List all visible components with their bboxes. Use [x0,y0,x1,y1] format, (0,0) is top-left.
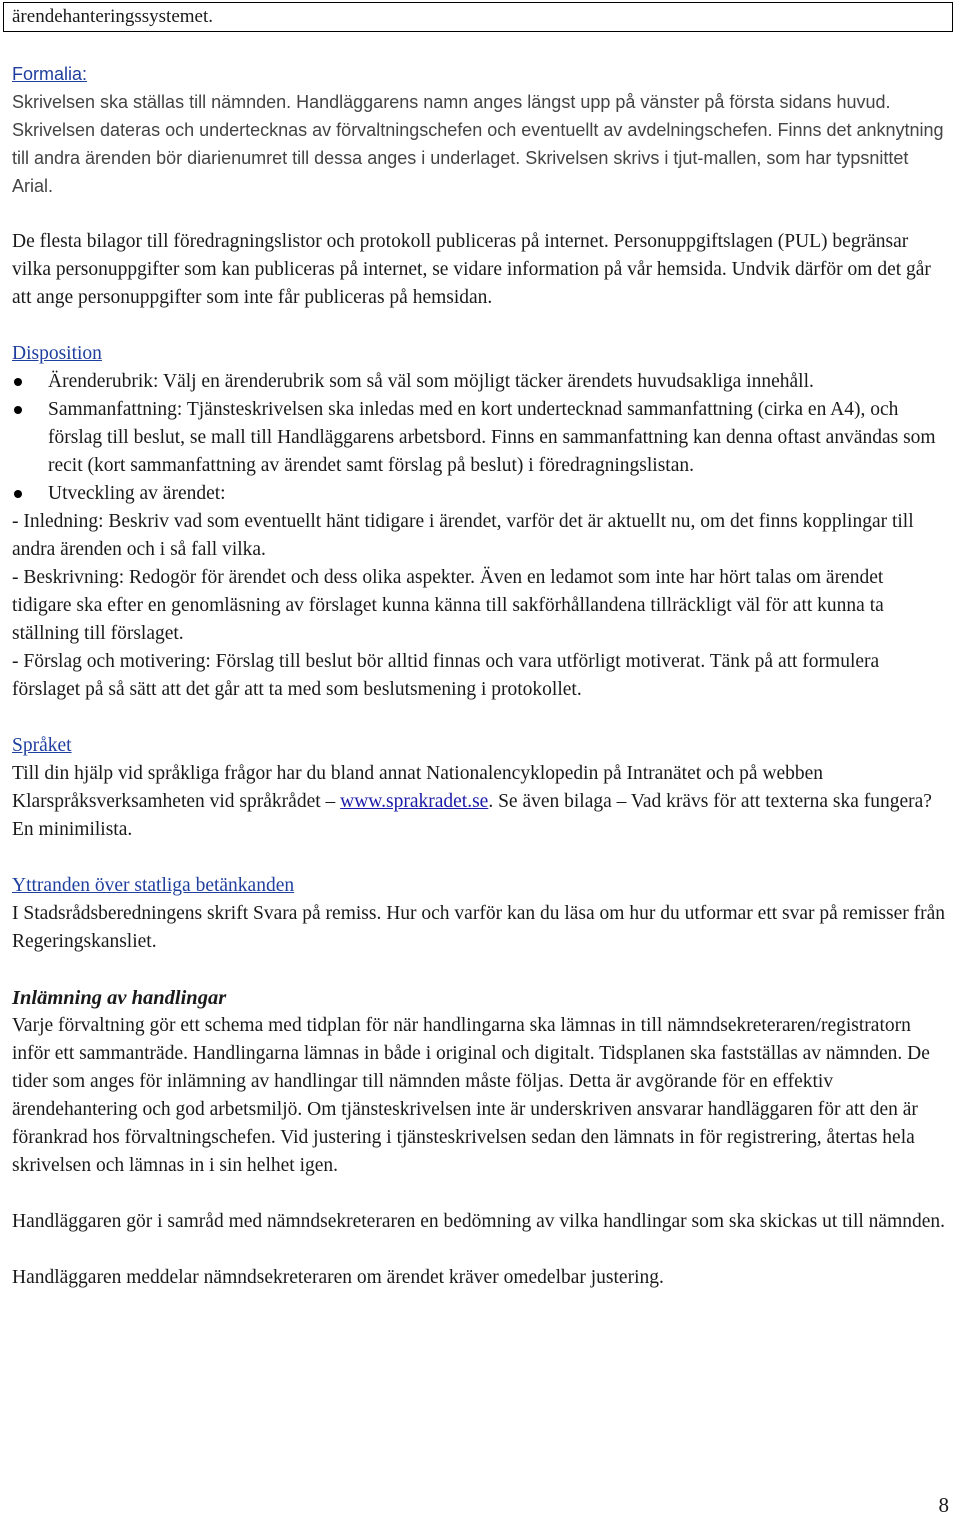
inlamning-paragraph-1: Varje förvaltning gör ett schema med tidplan för när handlingarna ska lämnas in till nämndsekreteraren/registratorn inför ett sammanträde. Handlingarna lämnas in både i original och digitalt. Tidsplanen ska fastställas av nämnden. De tider som anges för inlämning av handlingar till nämnden måste följas. Detta är avgörande för en effektiv ärendehantering och god arbetsmiljö. Om tjänsteskrivelsen inte är underskriven ansvarar handläggaren för att den är förankrad hos förvaltningschefen. Vid justering i tjänsteskrivelsen sedan den lämnats in för registrering, återtas hela skrivelsen och lämnas in i sin helhet igen. [12,1015,930,1176]
formalia-paragraph-2: De flesta bilagor till föredragningslistor och protokoll publiceras på internet. Personuppgiftslagen (PUL) begränsar vilka personuppgifter som kan publiceras på internet, se vidare information på vår hemsida. Undvik därför om det går att ange personuppgifter som inte får publiceras på hemsidan. [12,231,931,308]
spraket-paragraph [12,760,947,844]
formalia-heading: Formalia: [12,64,88,84]
formalia-paragraph-1: Skrivelsen ska ställas till nämnden. Handläggarens namn anges längst upp på vänster på första sidans huvud. Skrivelsen dateras och undertecknas av förvaltningschefen och eventuellt av avdelningschefen. Finns det anknytning till andra ärenden bör diarienumret till dessa anges i underlaget. Skrivelsen skrivs i tjut-mallen, som har typsnittet Arial. [12,92,944,196]
page-number: 8 [938,1493,949,1517]
yttranden-paragraph: I Stadsrådsberedningens skrift Svara på remiss. Hur och varför kan du läsa om hur du utformar ett svar på remisser från Regeringskansliet. [12,903,946,952]
inlamning-paragraph-3: Handläggaren meddelar nämndsekreteraren om ärendet kräver omedelbar justering. [12,1267,664,1288]
inlamning-heading: Inlämning av handlingar [12,987,227,1009]
disposition-dash-forslag: - Förslag och motivering: Förslag till beslut bör alltid finnas och vara utförligt motiverat. Tänk på att formulera förslaget på så sätt att det går att ta med som beslutsmening i protokollet. [12,651,880,700]
disposition-dash-beskrivning: - Beskrivning: Redogör för ärendet och dess olika aspekter. Även en ledamot som inte har hört talas om ärendet tidigare ska efter en genomläsning av förslaget kunna känna till sakförhållandena tillräckligt väl för att kunna ta ställning till förslaget. [12,567,884,644]
top-box-text: ärendehanteringssystemet. [12,6,214,27]
spraket-heading: Språket [12,735,72,756]
spraket-text-before: Till din hjälp vid språkliga frågor har du bland annat Nationalencyklopedin på Intranätet och på webben Klarspråksverksamheten vid språkrådet – [12,763,824,812]
spraket-text-after: . Se även bilaga – Vad krävs för att texterna ska fungera? En minimilista. [12,791,932,840]
disposition-heading: Disposition [12,343,102,364]
list-item: Sammanfattning: Tjänsteskrivelsen ska inledas med en kort undertecknad sammanfattning (cirka en A4), och förslag till beslut, se mall till Handläggarens arbetsbord. Finns en sammanfattning kan denna oftast användas som recit (kort sammanfattning av ärendet samt förslag på beslut) i föredragningslistan. [12,396,947,480]
sprakradet-link[interactable]: www.sprakradet.se [340,791,489,812]
disposition-dash-inledning: - Inledning: Beskriv vad som eventuellt hänt tidigare i ärendet, varför det är aktuellt nu, om det finns kopplingar till andra ärenden och i så fall vilka. [12,511,914,560]
page-body [12,60,947,1292]
list-item: Utveckling av ärendet: [12,480,947,508]
list-item: Ärenderubrik: Välj en ärenderubrik som så väl som möjligt täcker ärendets huvudsakliga innehåll. [12,368,947,396]
top-box [3,2,953,32]
yttranden-heading: Yttranden över statliga betänkanden [12,875,295,896]
inlamning-paragraph-2: Handläggaren gör i samråd med nämndsekreteraren en bedömning av vilka handlingar som ska skickas ut till nämnden. [12,1211,946,1232]
disposition-bullet-list [12,368,947,508]
